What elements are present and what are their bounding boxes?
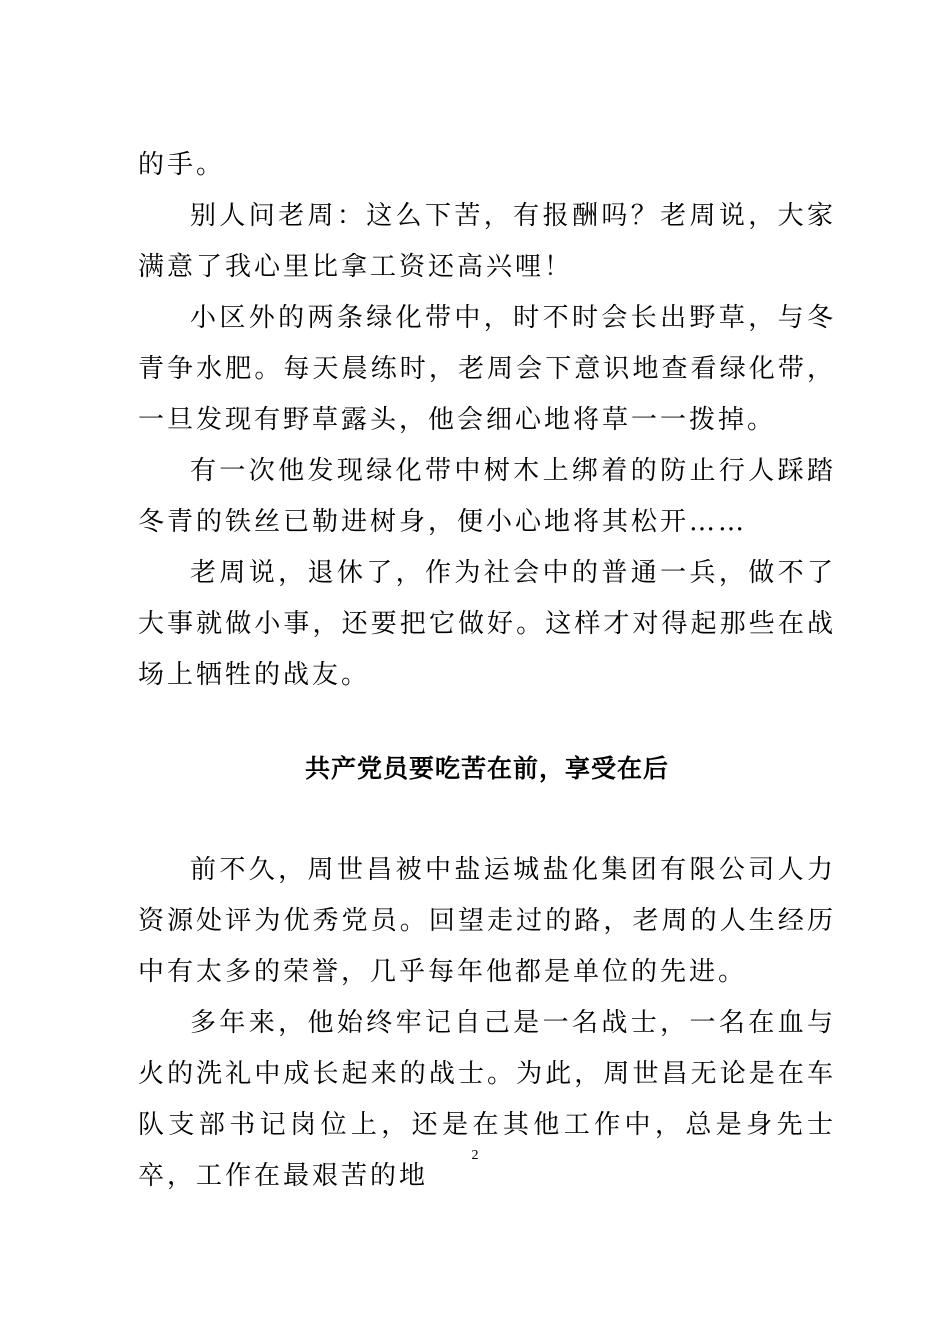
section-heading: 共产党员要吃苦在前，享受在后	[304, 754, 669, 783]
paragraph-reward-question: 别人问老周：这么下苦，有报酬吗？老周说，大家满意了我心里比拿工资还高兴哩！	[138, 201, 836, 282]
paragraph-ordinary-soldier: 老周说，退休了，作为社会中的普通一兵，做不了大事就做小事，还要把它做好。这样才对得起那些在战场上牺牲的战友。	[138, 558, 836, 690]
paragraph-wire-loosening: 有一次他发现绿化带中树木上绑着的防止行人踩踏冬青的铁丝已勒进树身，便小心地将其松开……	[138, 456, 836, 537]
paragraph-soldier-spirit: 多年来，他始终牢记自己是一名战士，一名在血与火的洗礼中成长起来的战士。为此，周世昌无论是在车队支部书记岗位上，还是在其他工作中，总是身先士卒，工作在最艰苦的地	[138, 1008, 836, 1191]
page-number: 2	[471, 1148, 479, 1163]
paragraph-green-belt: 小区外的两条绿化带中，时不时会长出野草，与冬青争水肥。每天晨练时，老周会下意识地查看绿化带，一旦发现有野草露头，他会细心地将草一一拨掉。	[138, 303, 836, 435]
paragraph-continuation: 的手。	[138, 150, 226, 180]
paragraph-excellent-member: 前不久，周世昌被中盐运城盐化集团有限公司人力资源处评为优秀党员。回望走过的路，老周的人生经历中有太多的荣誉，几乎每年他都是单位的先进。	[138, 855, 836, 987]
